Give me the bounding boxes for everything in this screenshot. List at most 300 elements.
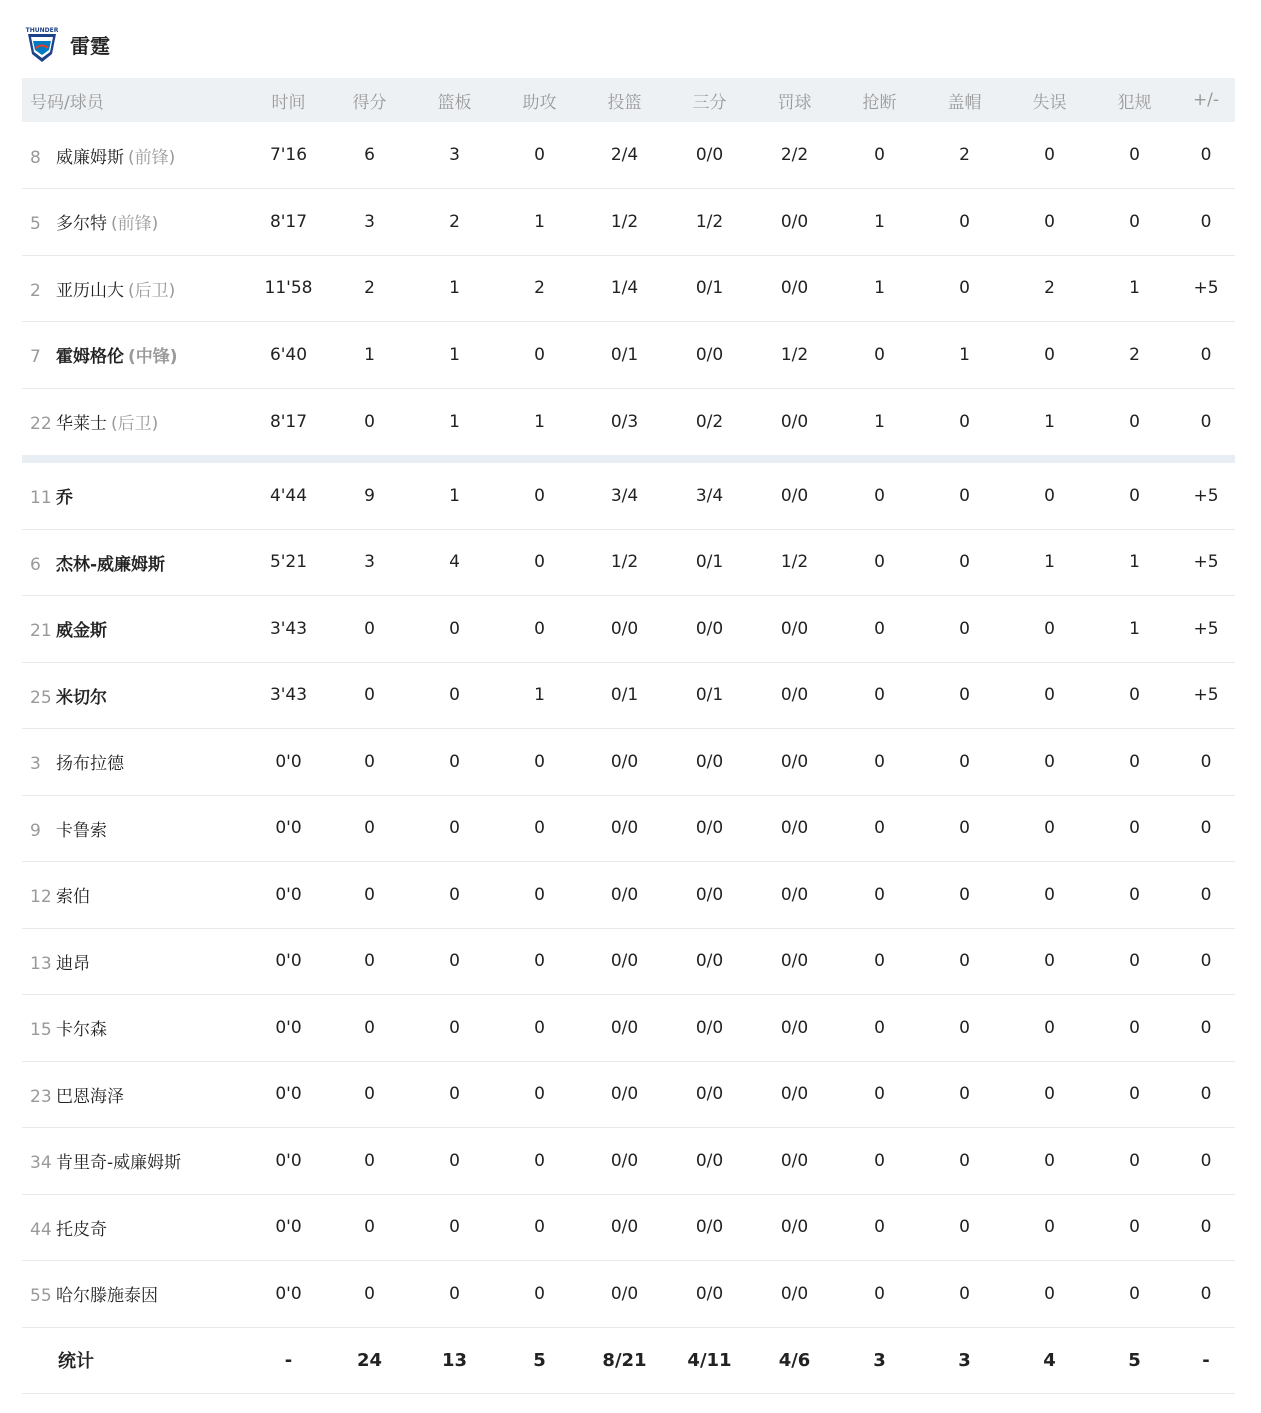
stat-cell: 0 bbox=[959, 1017, 970, 1038]
stat-cell: 0/0 bbox=[780, 618, 809, 639]
player-cell bbox=[22, 795, 250, 862]
column-header: 助攻 bbox=[522, 92, 557, 113]
total-stat-cell: 3 bbox=[958, 1349, 971, 1371]
jersey-number: 3 bbox=[30, 754, 41, 775]
stat-cell: 0 bbox=[449, 1084, 460, 1105]
stat-cell: 0'0 bbox=[275, 1283, 302, 1304]
stat-cell: 0 bbox=[959, 1217, 970, 1238]
player-cell bbox=[22, 662, 250, 729]
stat-cell: 6 bbox=[364, 145, 375, 165]
column-header: 篮板 bbox=[437, 92, 472, 113]
jersey-number: 2 bbox=[30, 280, 41, 301]
stat-cell: 0 bbox=[1044, 751, 1055, 772]
stat-cell: 0 bbox=[959, 211, 970, 232]
total-stat-cell: - bbox=[284, 1349, 293, 1371]
stat-cell: 2 bbox=[534, 278, 545, 299]
stat-cell: 0 bbox=[1129, 818, 1140, 839]
stat-cell: 8'17 bbox=[269, 211, 308, 232]
player-row bbox=[22, 1128, 1235, 1195]
player-name[interactable]: 杰林-威廉姆斯 bbox=[56, 554, 166, 575]
jersey-number: 15 bbox=[30, 1020, 52, 1041]
stat-cell: 0 bbox=[364, 1150, 375, 1171]
stat-cell: 0 bbox=[1044, 211, 1055, 232]
stat-cell: 0 bbox=[874, 145, 885, 165]
jersey-number: 7 bbox=[30, 347, 41, 368]
player-position: (前锋) bbox=[111, 214, 159, 235]
total-stat-cell: 24 bbox=[356, 1349, 383, 1371]
stat-cell: 0 bbox=[959, 1084, 970, 1105]
stat-cell: 0/0 bbox=[695, 1283, 724, 1304]
jersey-number: 21 bbox=[30, 621, 52, 642]
stat-cell: 0 bbox=[874, 552, 885, 573]
player-position: (后卫) bbox=[128, 280, 176, 301]
stat-cell: 0/0 bbox=[780, 884, 809, 905]
jersey-number: 5 bbox=[30, 214, 41, 235]
stat-cell: 0 bbox=[1129, 685, 1140, 706]
stat-cell: 8'17 bbox=[269, 411, 308, 432]
player-cell bbox=[22, 995, 250, 1062]
stat-cell: 1 bbox=[364, 344, 375, 365]
stat-cell: 2/4 bbox=[610, 145, 639, 165]
column-header: 盖帽 bbox=[947, 92, 982, 113]
stat-cell: 0/1 bbox=[695, 278, 724, 299]
stat-cell: 0 bbox=[959, 951, 970, 972]
stat-cell: 0/0 bbox=[610, 818, 639, 839]
player-name[interactable]: 威廉姆斯 bbox=[56, 147, 124, 168]
stat-cell: 0 bbox=[534, 1217, 545, 1238]
stat-cell: 0/0 bbox=[695, 884, 724, 905]
stat-cell: 0 bbox=[874, 685, 885, 706]
player-name[interactable]: 霍姆格伦 bbox=[56, 347, 124, 368]
stat-cell: 0/0 bbox=[780, 278, 809, 299]
column-header: 抢断 bbox=[862, 92, 897, 113]
stat-cell: 0/0 bbox=[610, 1017, 639, 1038]
player-cell bbox=[22, 388, 250, 455]
stat-cell: 1/2 bbox=[610, 211, 639, 232]
stat-cell: 3 bbox=[364, 552, 375, 573]
player-position: (前锋) bbox=[128, 147, 176, 168]
stat-cell: 0/0 bbox=[780, 485, 809, 506]
column-header: 时间 bbox=[271, 92, 306, 113]
stat-cell: 0'0 bbox=[275, 818, 302, 839]
stat-cell: 0 bbox=[959, 278, 970, 299]
stat-cell: 0 bbox=[1129, 211, 1140, 232]
stat-cell: 0/0 bbox=[610, 1283, 639, 1304]
stat-cell: 0/1 bbox=[610, 344, 639, 365]
stat-cell: 0/0 bbox=[780, 1150, 809, 1171]
stat-cell: 3/4 bbox=[695, 485, 724, 506]
stat-cell: 0 bbox=[1044, 1017, 1055, 1038]
stat-cell: 5'21 bbox=[269, 552, 308, 573]
stat-cell: 0/0 bbox=[780, 411, 809, 432]
player-row bbox=[22, 255, 1235, 322]
total-stat-cell: 5 bbox=[1128, 1349, 1141, 1371]
player-name[interactable]: 索伯 bbox=[56, 887, 90, 908]
stat-cell: 0 bbox=[1200, 1017, 1212, 1038]
stat-cell: 1 bbox=[449, 411, 460, 432]
stat-cell: 0 bbox=[534, 818, 545, 839]
stat-cell: 0 bbox=[534, 1017, 545, 1038]
player-cell bbox=[22, 322, 250, 389]
stat-cell: 0 bbox=[1200, 951, 1212, 972]
column-header: 罚球 bbox=[777, 92, 812, 113]
total-stat-cell: 8/21 bbox=[602, 1349, 647, 1371]
stat-cell: 0/0 bbox=[610, 1084, 639, 1105]
stat-cell: 0 bbox=[1129, 411, 1140, 432]
stat-cell: 9 bbox=[364, 485, 375, 506]
stat-cell: 0 bbox=[534, 145, 545, 165]
player-name[interactable]: 巴恩海泽 bbox=[56, 1086, 124, 1107]
stat-cell: 0 bbox=[959, 1283, 970, 1304]
stat-cell: 0 bbox=[1044, 145, 1055, 165]
stat-cell: 0/1 bbox=[610, 685, 639, 706]
stat-cell: 0 bbox=[534, 1283, 545, 1304]
stat-cell: 0 bbox=[874, 884, 885, 905]
stat-cell: 0 bbox=[959, 485, 970, 506]
stat-cell: 1 bbox=[534, 411, 545, 432]
jersey-number: 12 bbox=[30, 887, 52, 908]
player-cell bbox=[22, 189, 250, 256]
stat-cell: 0 bbox=[874, 618, 885, 639]
player-row bbox=[22, 928, 1235, 995]
stat-cell: 0 bbox=[1200, 1283, 1212, 1304]
stat-cell: 0 bbox=[1044, 1150, 1055, 1171]
stat-cell: 0 bbox=[959, 411, 970, 432]
stat-cell: 0 bbox=[449, 618, 460, 639]
stat-cell: 0'0 bbox=[275, 1217, 302, 1238]
stat-cell: 0 bbox=[1044, 818, 1055, 839]
stat-cell: 0 bbox=[364, 411, 375, 432]
stat-cell: 1 bbox=[1044, 552, 1055, 573]
stat-cell: 0 bbox=[1200, 1084, 1212, 1105]
column-header: 犯规 bbox=[1117, 92, 1152, 113]
stat-cell: 0 bbox=[874, 1217, 885, 1238]
jersey-number: 8 bbox=[30, 147, 41, 168]
player-row bbox=[22, 463, 1235, 530]
stat-cell: 0 bbox=[1129, 1217, 1140, 1238]
stat-cell: 0 bbox=[1044, 951, 1055, 972]
stat-cell: 0/0 bbox=[695, 618, 724, 639]
stat-cell: 0 bbox=[364, 685, 375, 706]
stat-cell: 0 bbox=[1200, 145, 1212, 165]
column-header: 失误 bbox=[1032, 92, 1067, 113]
stat-cell: 0/0 bbox=[780, 818, 809, 839]
stat-cell: 0 bbox=[1044, 1283, 1055, 1304]
bench-divider bbox=[22, 455, 1235, 463]
stat-cell: 6'40 bbox=[269, 344, 308, 365]
player-cell bbox=[22, 1261, 250, 1328]
stat-cell: 1 bbox=[874, 278, 885, 299]
column-header: +/- bbox=[1192, 90, 1220, 110]
stat-cell: 1 bbox=[449, 485, 460, 506]
stat-cell: 0 bbox=[534, 618, 545, 639]
stat-cell: 0 bbox=[1200, 1150, 1212, 1171]
stat-cell: 0/0 bbox=[695, 1084, 724, 1105]
stat-cell: 0 bbox=[1129, 884, 1140, 905]
stat-cell: 0 bbox=[1129, 1150, 1140, 1171]
stat-cell: 0 bbox=[1200, 818, 1212, 839]
player-name[interactable]: 亚历山大 bbox=[56, 280, 124, 301]
player-name[interactable]: 卡鲁索 bbox=[56, 820, 107, 841]
stat-cell: 0 bbox=[1129, 1084, 1140, 1105]
player-row bbox=[22, 862, 1235, 929]
player-cell bbox=[22, 122, 250, 189]
stat-cell: 0 bbox=[959, 552, 970, 573]
player-name[interactable]: 扬布拉德 bbox=[56, 754, 124, 775]
player-name[interactable]: 迪昂 bbox=[56, 953, 90, 974]
stat-cell: 0 bbox=[874, 751, 885, 772]
stat-cell: 0 bbox=[534, 485, 545, 506]
stat-cell: 2 bbox=[364, 278, 375, 299]
player-row bbox=[22, 189, 1235, 256]
stat-cell: 0/0 bbox=[780, 751, 809, 772]
stat-cell: 2 bbox=[1044, 278, 1055, 299]
jersey-number: 22 bbox=[30, 414, 52, 434]
stat-cell: 0 bbox=[874, 1017, 885, 1038]
jersey-number: 13 bbox=[30, 953, 52, 974]
player-row bbox=[22, 322, 1235, 389]
stat-cell: 2 bbox=[449, 211, 460, 232]
totals-label: 统计 bbox=[58, 1351, 94, 1373]
jersey-number: 6 bbox=[30, 554, 41, 575]
stat-cell: 0 bbox=[1200, 751, 1212, 772]
player-name[interactable]: 华莱士 bbox=[56, 414, 107, 434]
player-row bbox=[22, 662, 1235, 729]
thunder-logo-icon bbox=[22, 24, 62, 64]
stat-cell: 3'43 bbox=[269, 618, 308, 639]
stat-cell: 0'0 bbox=[275, 1150, 302, 1171]
stat-cell: 0 bbox=[449, 1017, 460, 1038]
stat-cell: 0/1 bbox=[695, 685, 724, 706]
stat-cell: 0 bbox=[1129, 1283, 1140, 1304]
jersey-number: 9 bbox=[30, 820, 41, 841]
stat-cell: 0 bbox=[364, 951, 375, 972]
stat-cell: 0/0 bbox=[695, 145, 724, 165]
jersey-number: 44 bbox=[30, 1219, 52, 1240]
header-row bbox=[22, 78, 1235, 122]
player-name[interactable]: 肯里奇-威廉姆斯 bbox=[56, 1153, 182, 1174]
stat-cell: 1/2 bbox=[780, 552, 809, 573]
stat-cell: 1 bbox=[534, 685, 545, 706]
stat-cell: 0 bbox=[449, 818, 460, 839]
stat-cell: 0/0 bbox=[610, 884, 639, 905]
stat-cell: 0 bbox=[534, 884, 545, 905]
player-cell bbox=[22, 255, 250, 322]
stat-cell: 1 bbox=[449, 344, 460, 365]
stat-cell: 1 bbox=[534, 211, 545, 232]
stat-cell: 0/0 bbox=[610, 618, 639, 639]
stat-cell: 0/0 bbox=[780, 1017, 809, 1038]
stat-cell: 0/0 bbox=[780, 1283, 809, 1304]
total-stat-cell: 3 bbox=[873, 1349, 886, 1371]
stat-cell: 0 bbox=[534, 552, 545, 573]
player-row bbox=[22, 1194, 1235, 1261]
player-cell bbox=[22, 1128, 250, 1195]
column-header: 三分 bbox=[692, 92, 727, 113]
stat-cell: +5 bbox=[1193, 552, 1219, 573]
stat-cell: 0 bbox=[959, 818, 970, 839]
total-stat-cell: 4 bbox=[1043, 1349, 1056, 1371]
stat-cell: 3 bbox=[364, 211, 375, 232]
stat-cell: 0/0 bbox=[610, 751, 639, 772]
player-row bbox=[22, 1261, 1235, 1328]
stat-cell: 1 bbox=[874, 211, 885, 232]
stat-cell: 3 bbox=[449, 145, 460, 165]
stat-cell: 0'0 bbox=[275, 951, 302, 972]
stat-cell: 0 bbox=[1044, 618, 1055, 639]
stat-cell: 0 bbox=[534, 951, 545, 972]
player-name[interactable]: 哈尔滕施泰因 bbox=[56, 1286, 158, 1307]
stat-cell: 0 bbox=[874, 818, 885, 839]
total-stat-cell: 13 bbox=[441, 1349, 468, 1371]
stat-cell: 0 bbox=[449, 751, 460, 772]
stat-cell: 0 bbox=[874, 1150, 885, 1171]
player-cell bbox=[22, 463, 250, 530]
stat-cell: 0/0 bbox=[780, 211, 809, 232]
stat-cell: 0/1 bbox=[695, 552, 724, 573]
stat-cell: 0'0 bbox=[275, 884, 302, 905]
stat-cell: +5 bbox=[1193, 278, 1219, 299]
stat-cell: 7'16 bbox=[269, 145, 308, 165]
stat-cell: 0'0 bbox=[275, 751, 302, 772]
stat-cell: +5 bbox=[1193, 685, 1219, 706]
stat-cell: 0 bbox=[449, 1217, 460, 1238]
stat-cell: 0/0 bbox=[610, 951, 639, 972]
jersey-number: 23 bbox=[30, 1086, 52, 1107]
stat-cell: 0/0 bbox=[780, 951, 809, 972]
stat-cell: 0/0 bbox=[610, 1217, 639, 1238]
column-header: 投篮 bbox=[607, 92, 642, 113]
stat-cell: 0 bbox=[449, 884, 460, 905]
stat-cell: 0/0 bbox=[780, 1084, 809, 1105]
column-header: 得分 bbox=[352, 92, 387, 113]
player-name[interactable]: 托皮奇 bbox=[56, 1219, 107, 1240]
stat-cell: 2/2 bbox=[780, 145, 809, 165]
stat-cell: 0 bbox=[959, 618, 970, 639]
player-row bbox=[22, 596, 1235, 663]
jersey-number: 55 bbox=[30, 1286, 52, 1307]
stat-cell: 0 bbox=[874, 951, 885, 972]
player-row bbox=[22, 729, 1235, 796]
stat-cell: 0 bbox=[1129, 145, 1140, 165]
player-row bbox=[22, 795, 1235, 862]
stat-cell: 0/0 bbox=[695, 951, 724, 972]
stat-cell: 0 bbox=[1200, 411, 1212, 432]
player-position: (后卫) bbox=[111, 414, 159, 434]
stat-cell: 0 bbox=[1044, 1084, 1055, 1105]
stat-cell: 0 bbox=[449, 1283, 460, 1304]
stat-cell: 1 bbox=[449, 278, 460, 299]
stat-cell: 1 bbox=[1129, 278, 1140, 299]
stat-cell: 11'58 bbox=[264, 278, 313, 299]
stat-cell: 0 bbox=[1129, 1017, 1140, 1038]
stat-cell: 0 bbox=[364, 1217, 375, 1238]
stat-cell: 0/0 bbox=[695, 1217, 724, 1238]
stat-cell: 2 bbox=[959, 145, 970, 165]
box-score-table bbox=[22, 78, 1235, 1394]
stat-cell: 0/3 bbox=[610, 411, 639, 432]
stat-cell: 0 bbox=[1200, 1217, 1212, 1238]
player-rows bbox=[22, 122, 1235, 1394]
stat-cell: 0 bbox=[1044, 685, 1055, 706]
stat-cell: 0/0 bbox=[780, 1217, 809, 1238]
player-name[interactable]: 卡尔森 bbox=[56, 1020, 107, 1041]
stat-cell: 0 bbox=[959, 1150, 970, 1171]
stat-cell: 0/0 bbox=[695, 751, 724, 772]
stat-cell: 0'0 bbox=[275, 1084, 302, 1105]
stat-cell: 0 bbox=[1129, 485, 1140, 506]
player-row bbox=[22, 388, 1235, 455]
stat-cell: 0 bbox=[364, 1084, 375, 1105]
player-name[interactable]: 威金斯 bbox=[56, 621, 107, 642]
player-row bbox=[22, 995, 1235, 1062]
player-name[interactable]: 米切尔 bbox=[56, 687, 107, 708]
stat-cell: 0 bbox=[874, 1283, 885, 1304]
stat-cell: 0'0 bbox=[275, 1017, 302, 1038]
stat-cell: 0 bbox=[364, 884, 375, 905]
stat-cell: 0 bbox=[874, 1084, 885, 1105]
stat-cell: 1/4 bbox=[610, 278, 639, 299]
stat-cell: 0 bbox=[1044, 485, 1055, 506]
jersey-number: 11 bbox=[30, 488, 52, 508]
stat-cell: 3/4 bbox=[610, 485, 639, 506]
stat-cell: 0 bbox=[959, 751, 970, 772]
stat-cell: 0 bbox=[364, 818, 375, 839]
stat-cell: 0 bbox=[1044, 344, 1055, 365]
jersey-number: 34 bbox=[30, 1153, 52, 1174]
stat-cell: 0 bbox=[874, 344, 885, 365]
stat-cell: 0 bbox=[1044, 884, 1055, 905]
stat-cell: 0 bbox=[1200, 211, 1212, 232]
player-position: (中锋) bbox=[128, 347, 178, 368]
player-cell bbox=[22, 928, 250, 995]
stat-cell: 0 bbox=[959, 884, 970, 905]
column-header: 号码/球员 bbox=[30, 92, 104, 113]
stat-cell: 3'43 bbox=[269, 685, 308, 706]
player-row bbox=[22, 529, 1235, 596]
stat-cell: 0/0 bbox=[695, 1150, 724, 1171]
player-cell bbox=[22, 1194, 250, 1261]
player-name[interactable]: 多尔特 bbox=[56, 214, 107, 235]
stat-cell: 0 bbox=[1044, 1217, 1055, 1238]
player-name[interactable]: 乔 bbox=[56, 488, 73, 508]
stat-cell: 0 bbox=[534, 344, 545, 365]
stat-cell: 1 bbox=[874, 411, 885, 432]
stat-cell: 1 bbox=[1129, 552, 1140, 573]
stat-cell: 0/0 bbox=[610, 1150, 639, 1171]
stat-cell: 0 bbox=[1200, 884, 1212, 905]
stat-cell: 0 bbox=[1129, 751, 1140, 772]
stat-cell: 0/0 bbox=[695, 818, 724, 839]
stat-cell: 4 bbox=[449, 552, 460, 573]
total-stat-cell: 4/6 bbox=[778, 1349, 811, 1371]
stat-cell: 0 bbox=[1200, 344, 1212, 365]
stat-cell: 0 bbox=[534, 1084, 545, 1105]
stat-cell: 1 bbox=[959, 344, 970, 365]
stat-cell: 0 bbox=[534, 751, 545, 772]
stat-cell: 0 bbox=[364, 751, 375, 772]
stat-cell: 0/2 bbox=[695, 411, 724, 432]
stat-cell: 0/0 bbox=[695, 344, 724, 365]
player-row bbox=[22, 122, 1235, 189]
team-name: 雷霆 bbox=[70, 33, 110, 58]
stat-cell: 0 bbox=[449, 1150, 460, 1171]
player-cell bbox=[22, 1061, 250, 1128]
stat-cell: 0 bbox=[364, 618, 375, 639]
player-cell bbox=[22, 596, 250, 663]
totals-row bbox=[22, 1327, 1235, 1394]
team-header bbox=[22, 24, 110, 64]
